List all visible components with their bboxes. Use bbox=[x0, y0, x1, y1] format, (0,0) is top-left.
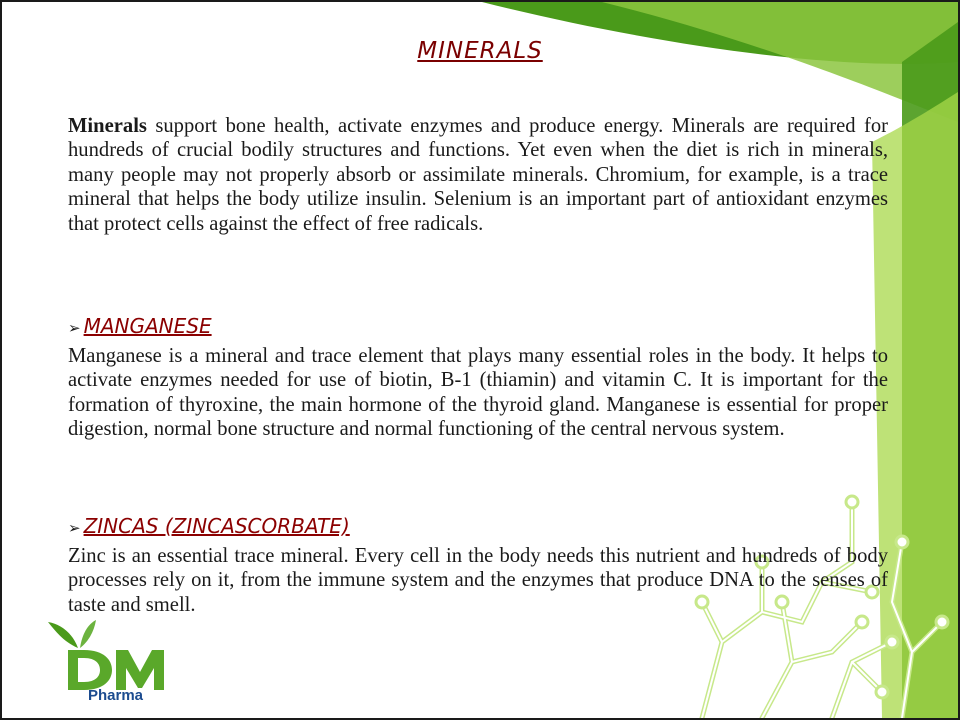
intro-lead: Minerals bbox=[68, 115, 147, 137]
dm-pharma-logo bbox=[42, 614, 192, 714]
logo-subtitle: Pharma bbox=[88, 687, 144, 704]
section-heading-label: MANGANESE bbox=[83, 314, 212, 338]
section-heading-manganese bbox=[68, 314, 212, 338]
intro-paragraph bbox=[68, 114, 888, 236]
section-paragraph-manganese: Manganese is a mineral and trace element that plays many essential roles in the body. It helps to activate enzymes needed for use of biotin, B-1 (thiamin) and vitamin C. It is important for the formation of thyroxine, the main hormone of the thyroid gland. Manganese is essential for proper digestion, normal bone structure and normal functioning of the central nervous system. bbox=[68, 345, 888, 441]
intro-text: support bone health, activate enzymes and produce energy. Minerals are required for hundreds of crucial bodily structures and functions. Yet even when the diet is rich in minerals, many people may not properly absorb or assimilate minerals. Chromium, for example, is a trace mineral that helps the body utilize insulin. Selenium is an important part of antioxidant enzymes that protect cells against the effect of free radicals. bbox=[68, 115, 888, 235]
arrow-bullet-icon: ➢ bbox=[68, 319, 81, 337]
section-paragraph-zinc: Zinc is an essential trace mineral. Every cell in the body needs this nutrient and hundreds of body processes rely on it, from the immune system and the enzymes that produce DNA to the senses of taste and smell. bbox=[68, 545, 888, 616]
arrow-bullet-icon: ➢ bbox=[68, 519, 81, 537]
slide-title: MINERALS bbox=[417, 38, 543, 64]
section-heading-zinc bbox=[68, 514, 350, 538]
section-heading-label: ZINCAS (ZINCASCORBATE) bbox=[83, 514, 350, 538]
